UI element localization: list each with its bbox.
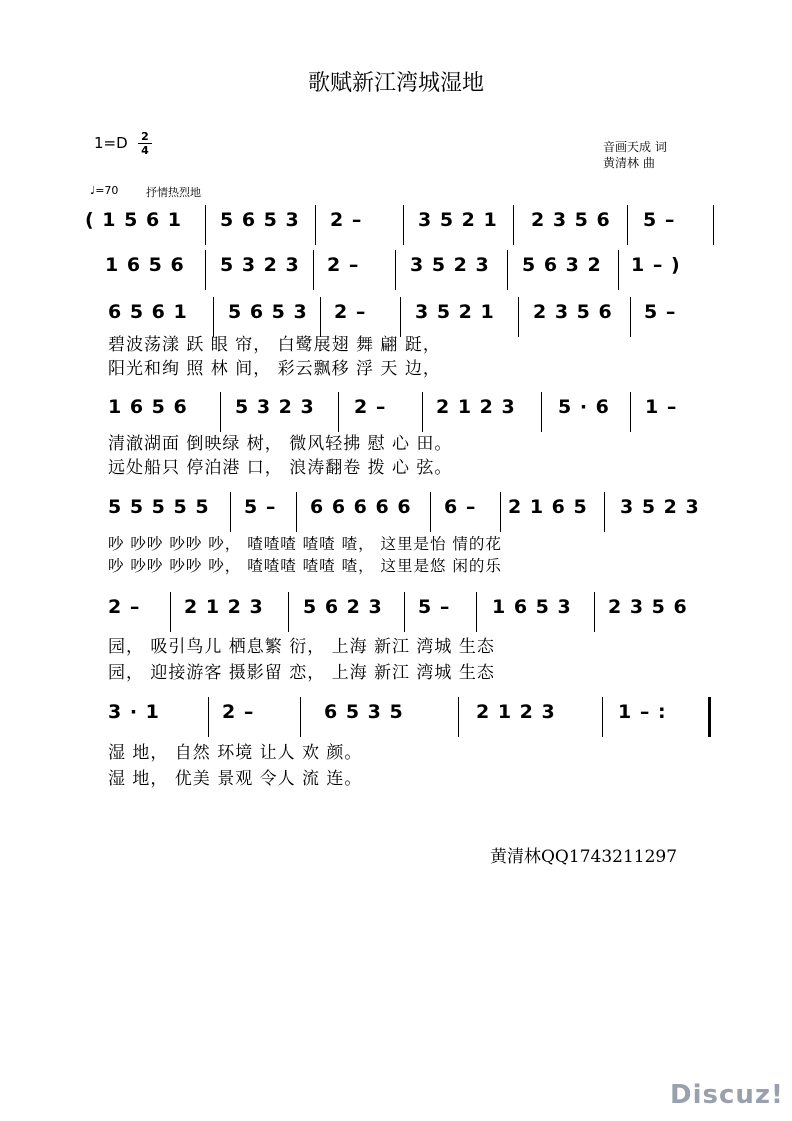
- bar: 3 5 2 1: [415, 301, 495, 323]
- page-title: 歌赋新江湾城湿地: [307, 71, 484, 96]
- bar: 2 1 2 3: [476, 701, 556, 723]
- lyrics-verse-2: 湿 地， 优美 景观 令人 流 连。: [108, 769, 363, 789]
- lyrics-verse-2: 阳光和绚 照 林 间， 彩云飘移 浮 天 边，: [108, 359, 441, 379]
- bar-line: [220, 392, 221, 432]
- bar-line: [205, 250, 206, 290]
- bar: 2 3 5 6: [608, 596, 688, 618]
- bar-line: [630, 392, 631, 432]
- bar-line: [541, 392, 542, 432]
- bar: 5 6 3 2: [522, 254, 602, 276]
- bar: 2 1 2 3: [184, 596, 264, 618]
- bar: 5 · 6: [558, 396, 610, 418]
- bar: 2 1 6 5: [508, 496, 588, 518]
- bar-line: [627, 205, 628, 245]
- bar: 2 3 5 6: [533, 301, 613, 323]
- bar: 1 –: [645, 396, 678, 418]
- bar-line: [422, 392, 423, 432]
- bar-line: [395, 250, 396, 290]
- bar: 2 1 2 3: [436, 396, 516, 418]
- bar: 2 3 5 6: [531, 209, 611, 231]
- bar: 6 5 3 5: [324, 701, 404, 723]
- bar: 6 –: [444, 496, 477, 518]
- bar: 5 3 2 3: [235, 396, 315, 418]
- bar: 5 –: [244, 496, 277, 518]
- time-signature: [138, 131, 152, 156]
- bar: 2 –: [330, 209, 363, 231]
- bar: 1 6 5 3: [492, 596, 572, 618]
- bar: 5 –: [644, 301, 677, 323]
- bar-line: [513, 205, 514, 245]
- bar: 3 5 2 3: [410, 254, 490, 276]
- bar-line: [170, 592, 171, 632]
- bar: 3 · 1: [108, 701, 160, 723]
- bar-line: [338, 392, 339, 432]
- bar: 5 –: [418, 596, 451, 618]
- composer-credit: 黄清林 曲: [603, 156, 655, 170]
- bar-line: [296, 492, 297, 532]
- bar: 2 –: [327, 254, 360, 276]
- bar: 5 6 2 3: [303, 596, 383, 618]
- bar: 2 –: [222, 701, 255, 723]
- bar: 1 6 5 6: [108, 396, 188, 418]
- bar-line: [288, 592, 289, 632]
- bar-line: [713, 205, 714, 245]
- bar-line: [313, 250, 314, 290]
- meter-bottom: 4: [141, 144, 149, 157]
- bar-line: [507, 250, 508, 290]
- lyrics-verse-1: 清澈湖面 倒映绿 树， 微风轻拂 慰 心 田。: [108, 434, 453, 454]
- bar-line: [458, 697, 459, 737]
- bar: 3 5 2 3: [620, 496, 700, 518]
- lyrics-verse-2: 吵 吵吵 吵吵 吵， 喳喳喳 喳喳 喳， 这里是悠 闲的乐: [108, 557, 502, 575]
- bar-line: [476, 592, 477, 632]
- bar-line: [604, 492, 605, 532]
- bar-line: [618, 250, 619, 290]
- bar-line: [518, 297, 519, 337]
- bar-line: [404, 592, 405, 632]
- lyrics-verse-2: 远处船只 停泊港 口， 浪涛翻卷 拨 心 弦。: [108, 458, 453, 478]
- bar-line: [403, 205, 404, 245]
- meter-top: 2: [141, 130, 149, 143]
- bar: 5 –: [643, 209, 676, 231]
- bar: 5 6 5 3: [228, 301, 308, 323]
- bar: 2 –: [354, 396, 387, 418]
- bar-line: [500, 492, 501, 532]
- final-bar-line: [708, 697, 711, 737]
- bar-line: [602, 697, 603, 737]
- bar: 2 –: [334, 301, 367, 323]
- key-signature: 1=D: [94, 134, 128, 152]
- bar: 1 – ): [631, 254, 681, 276]
- bar-line: [630, 297, 631, 337]
- lyrics-verse-1: 园， 吸引鸟儿 栖息繁 衍， 上海 新江 湾城 生态: [108, 637, 495, 657]
- lyrics-verse-1: 湿 地， 自然 环境 让人 欢 颜。: [108, 743, 363, 763]
- bar-line: [208, 697, 209, 737]
- expression-mark: 抒情热烈地: [146, 186, 201, 199]
- bar-line: [300, 697, 301, 737]
- bar-line: [315, 205, 316, 245]
- bar: 5 3 2 3: [220, 254, 300, 276]
- bar-line: [430, 492, 431, 532]
- lyrics-verse-2: 园， 迎接游客 摄影留 恋， 上海 新江 湾城 生态: [108, 663, 495, 683]
- lyrics-verse-1: 碧波荡漾 跃 眼 帘， 白鹭展翅 舞 翩 跹，: [108, 335, 441, 355]
- bar: 2 –: [108, 596, 141, 618]
- bar: 5 6 5 3: [220, 209, 300, 231]
- bar-line: [205, 205, 206, 245]
- bar: 5 5 5 5 5: [108, 496, 210, 518]
- bar: 6 6 6 6 6: [310, 496, 412, 518]
- bar: 3 5 2 1: [418, 209, 498, 231]
- lyrics-verse-1: 吵 吵吵 吵吵 吵， 喳喳喳 喳喳 喳， 这里是怡 情的花: [108, 535, 502, 553]
- lyricist-credit: 音画天成 词: [603, 140, 667, 154]
- author-contact: 黄清林QQ1743211297: [490, 847, 678, 867]
- tempo-mark: ♩=70: [90, 184, 119, 197]
- bar: 1 – :: [618, 701, 667, 723]
- bar: 6 5 6 1: [108, 301, 188, 323]
- bar-line: [594, 592, 595, 632]
- bar: 1 6 5 6: [105, 254, 185, 276]
- bar: ( 1 5 6 1: [85, 209, 183, 231]
- watermark-logo: Discuz!: [670, 1080, 784, 1110]
- bar-line: [230, 492, 231, 532]
